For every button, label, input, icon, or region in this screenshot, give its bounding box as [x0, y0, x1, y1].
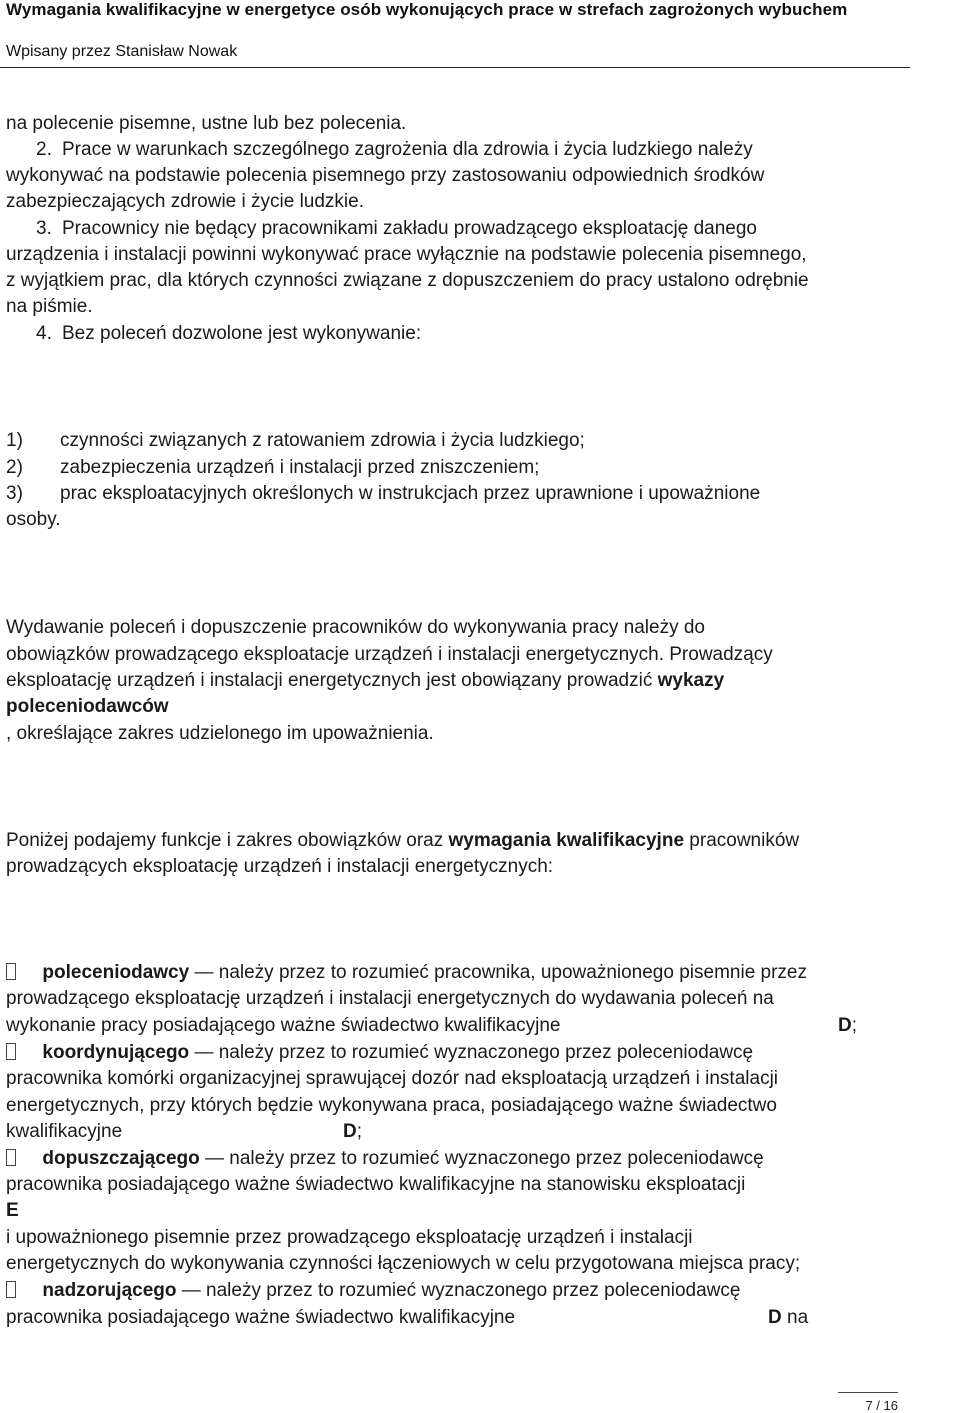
text-line: pracownika posiadającego ważne świadectwo kwalifikacyjne na stanowisku eksploatacji [6, 1174, 746, 1195]
role-item [6, 961, 807, 985]
role-term: poleceniodawcy [42, 962, 190, 983]
page-number: 7 / 16 [865, 1398, 898, 1413]
list-number: 3) [6, 483, 23, 504]
list-item: czynności związanych z ratowaniem zdrowia i życia ludzkiego; [60, 430, 585, 451]
list-number: 1) [6, 430, 23, 451]
document-author: Wpisany przez Stanisław Nowak [6, 43, 238, 60]
text-line: Pracownicy nie będący pracownikami zakładu prowadzącego eksploatację danego [62, 218, 757, 239]
text-span: — należy przez to rozumieć pracownika, upoważnionego pisemnie przez [194, 962, 807, 983]
text-line: energetycznych, przy których będzie wykonywana praca, posiadającego ważne świadectwo [6, 1095, 777, 1116]
text-line: prowadzących eksploatację urządzeń i instalacji energetycznych: [6, 856, 554, 877]
document-header-title: Wymagania kwalifikacyjne w energetyce osób wykonujących prace w strefach zagrożonych wybuchem [6, 0, 848, 19]
list-number: 2) [6, 457, 23, 478]
text-line: na piśmie. [6, 296, 93, 317]
text-line: , określające zakres udzielonego im upoważnienia. [6, 723, 434, 744]
item-number: 3. [36, 218, 52, 239]
qualification-grade [768, 1306, 808, 1330]
grade-letter: D [343, 1121, 357, 1142]
text-line: i upoważnionego pisemnie przez prowadzącego eksploatację urządzeń i instalacji [6, 1227, 693, 1248]
text-span: ; [851, 1015, 858, 1036]
item-number: 2. [36, 139, 52, 160]
role-item [6, 1147, 764, 1171]
text-span: — należy przez to rozumieć wyznaczonego przez poleceniodawcę [194, 1042, 754, 1063]
text-line: pracownika komórki organizacyjnej sprawującej dozór nad eksploatacją urządzeń i instalacji [6, 1068, 779, 1089]
qualification-grade [343, 1120, 362, 1144]
text-span: ; [356, 1121, 363, 1142]
bullet-icon [6, 1281, 16, 1298]
text-line [6, 669, 724, 693]
text-line: urządzenia i instalacji powinni wykonywać prace wyłącznie na podstawie polecenia pisemnego, [6, 244, 807, 265]
text-line: energetycznych do wykonywania czynności łączeniowych w celu przygotowana miejsca pracy; [6, 1253, 801, 1274]
list-item: zabezpieczenia urządzeń i instalacji przed zniszczeniem; [60, 457, 540, 478]
text-line: wykonanie pracy posiadającego ważne świadectwo kwalifikacyjne [6, 1015, 561, 1036]
text-line: kwalifikacyjne [6, 1121, 123, 1142]
text-line: prowadzącego eksploatację urządzeń i instalacji energetycznych do wydawania poleceń na [6, 988, 774, 1009]
text-line: Bez poleceń dozwolone jest wykonywanie: [62, 323, 422, 344]
text-line: wykonywać na podstawie polecenia pisemnego przy zastosowaniu odpowiednich środków [6, 165, 765, 186]
text-span: — należy przez to rozumieć wyznaczonego przez poleceniodawcę [181, 1280, 741, 1301]
bullet-icon [6, 963, 16, 980]
bold-term: wykazy [657, 670, 725, 691]
grade-letter: D [768, 1307, 782, 1328]
role-item [6, 1041, 753, 1065]
role-term: koordynującego [42, 1042, 190, 1063]
text-line: z wyjątkiem prac, dla których czynności związane z dopuszczeniem do pracy ustalono odrębnie [6, 270, 809, 291]
footer-divider [838, 1392, 898, 1393]
bold-term: wymagania kwalifikacyjne [448, 830, 685, 851]
text-line: Wydawanie poleceń i dopuszczenie pracowników do wykonywania pracy należy do [6, 617, 705, 638]
text-line: osoby. [6, 509, 61, 530]
role-item [6, 1279, 740, 1303]
text-span: na [787, 1307, 809, 1328]
grade-letter: E [6, 1200, 19, 1221]
header-divider [0, 67, 910, 68]
text-line: pracownika posiadającego ważne świadectwo kwalifikacyjne [6, 1307, 516, 1328]
text-line: obowiązków prowadzącego eksploatacje urządzeń i instalacji energetycznych. Prowadzący [6, 644, 773, 665]
text-span: pracowników [689, 830, 800, 851]
text-line [6, 829, 799, 853]
text-line: na polecenie pisemne, ustne lub bez polecenia. [6, 113, 407, 134]
text-line: zabezpieczających zdrowie i życie ludzkie. [6, 191, 364, 212]
list-item: prac eksploatacyjnych określonych w instrukcjach przez uprawnione i upoważnione [60, 483, 761, 504]
text-span: eksploatację urządzeń i instalacji energetycznych jest obowiązany prowadzić [6, 670, 653, 691]
bullet-icon [6, 1149, 16, 1166]
bullet-icon [6, 1043, 16, 1060]
role-term: dopuszczającego [42, 1148, 200, 1169]
role-term: nadzorującego [42, 1280, 177, 1301]
text-line: Prace w warunkach szczególnego zagrożenia dla zdrowia i życia ludzkiego należy [62, 139, 753, 160]
text-span: Poniżej podajemy funkcje i zakres obowiązków oraz [6, 830, 444, 851]
qualification-grade [838, 1014, 857, 1038]
bold-term: poleceniodawców [6, 696, 169, 717]
item-number: 4. [36, 323, 52, 344]
text-span: — należy przez to rozumieć wyznaczonego przez poleceniodawcę [205, 1148, 764, 1169]
grade-letter: D [838, 1015, 852, 1036]
